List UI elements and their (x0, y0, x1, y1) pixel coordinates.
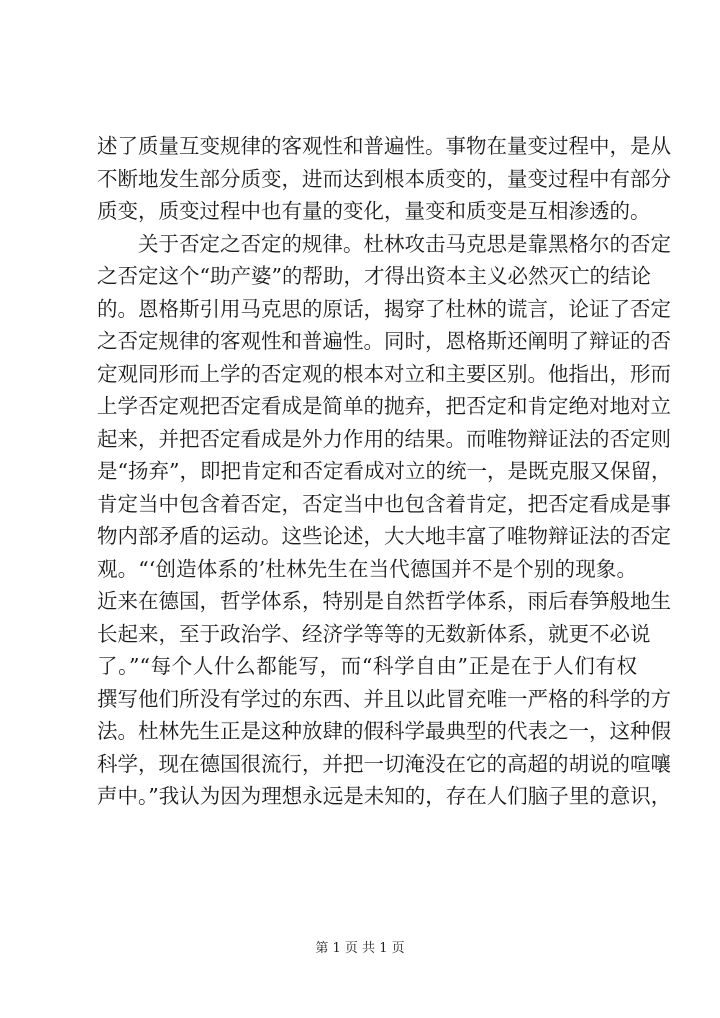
text-line: 肯定当中包含着否定，否定当中也包含着肯定，把否定看成是事 (97, 491, 671, 516)
text-line: 长起来，至于政治学、经济学等等的无数新体系，就更不必说 (97, 621, 651, 646)
text-line: 起来，并把否定看成是外力作用的结果。而唯物辩证法的否定则 (97, 426, 671, 451)
text-line: 法。杜林先生正是这种放肆的假科学最典型的代表之一，这种假 (97, 719, 671, 743)
text-line: 的。恩格斯引用马克思的原话，揭穿了杜林的谎言，论证了否定 (97, 296, 671, 321)
text-line: 质变，质变过程中也有量的变化，量变和质变是互相渗透的。 (97, 199, 651, 223)
text-line: 是“扬弃”，即把肯定和否定看成对立的统一，是既克服又保留， (97, 459, 672, 483)
page-footer: 第 1 页 共 1 页 (315, 941, 405, 956)
text-line: 之否定这个“助产婆”的帮助，才得出资本主义必然灭亡的结论 (97, 264, 651, 288)
text-line: 之否定规律的客观性和普遍性。同时，恩格斯还阐明了辩证的否 (97, 329, 671, 353)
text-line: 声中。”我认为因为理想永远是未知的，存在人们脑子里的意识， (97, 784, 672, 808)
text-line: 物内部矛盾的运动。这些论述，大大地丰富了唯物辩证法的否定 (97, 524, 671, 548)
text-line: 不断地发生部分质变，进而达到根本质变的，量变过程中有部分 (97, 166, 671, 191)
text-line: 定观同形而上学的否定观的根本对立和主要区别。他指出，形而 (97, 361, 671, 386)
document-body (97, 130, 672, 813)
text-line: 近来在德国，哲学体系，特别是自然哲学体系，雨后春笋般地生 (97, 589, 671, 613)
text-line: 撰写他们所没有学过的东西、并且以此冒充唯一严格的科学的方 (97, 686, 671, 711)
text-line: 了。”“每个人什么都能写，而“科学自由”正是在于人们有权 (97, 654, 637, 678)
text-line: 关于否定之否定的规律。杜林攻击马克思是靠黑格尔的否定 (138, 231, 671, 256)
text-line: 科学，现在德国很流行，并把一切淹没在它的高超的胡说的喧嚷 (97, 751, 671, 776)
text-line: 上学否定观把否定看成是简单的抛弃，把否定和肯定绝对地对立 (97, 394, 671, 418)
text-line: 观。“‘创造体系的’杜林先生在当代德国并不是个别的现象。 (97, 556, 637, 581)
text-line: 述了质量互变规律的客观性和普遍性。事物在量变过程中，是从 (97, 134, 671, 158)
